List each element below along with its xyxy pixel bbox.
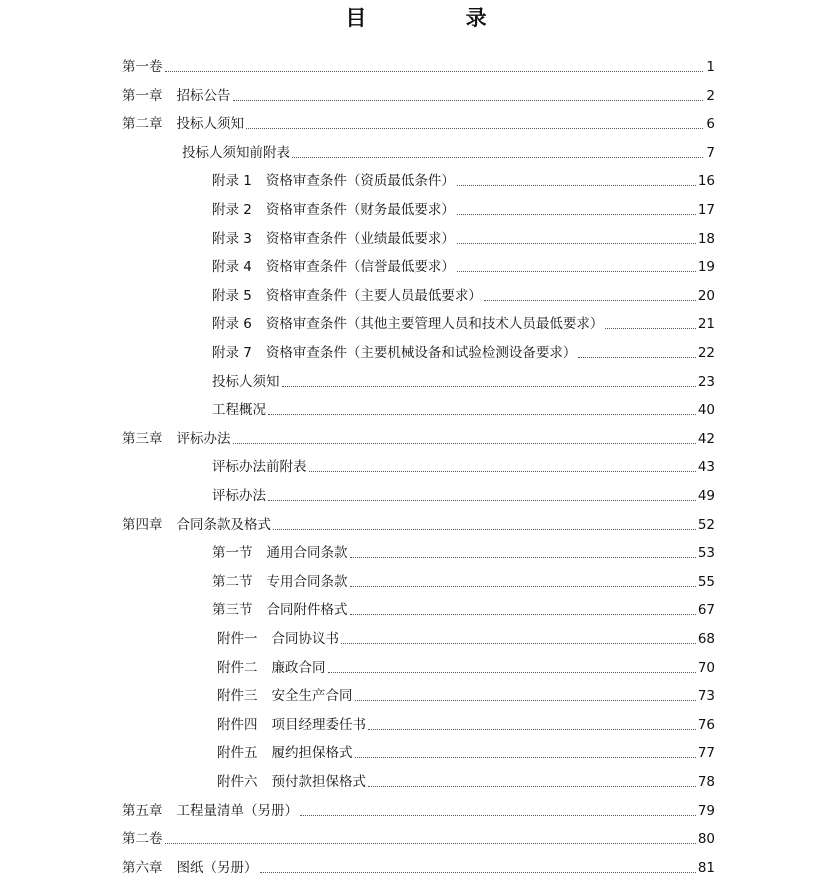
- toc-entry-number: 第四章: [122, 517, 163, 533]
- toc-entry[interactable]: [217, 744, 715, 762]
- toc-entry[interactable]: [217, 716, 715, 734]
- toc-entry-page: 70: [697, 660, 715, 676]
- dot-leader: [268, 500, 696, 501]
- toc-entry-title: 工程概况: [212, 402, 266, 418]
- toc-entry-title: 资格审查条件（主要人员最低要求）: [265, 288, 482, 304]
- toc-entry[interactable]: [212, 401, 715, 419]
- toc-entry-page: 20: [697, 288, 715, 304]
- toc-entry-page: 77: [697, 745, 715, 761]
- dot-leader: [368, 729, 696, 730]
- dot-leader: [233, 100, 704, 101]
- toc-entry-number: 附件四: [217, 717, 258, 733]
- toc-entry-title: 投标人须知: [212, 374, 280, 390]
- toc-entry-title: 评标办法: [212, 488, 266, 504]
- dot-leader: [355, 757, 696, 758]
- dot-leader: [457, 271, 696, 272]
- dot-leader: [605, 328, 695, 329]
- dot-leader: [292, 157, 703, 158]
- dot-leader: [457, 185, 696, 186]
- toc-entry-number: 附件二: [217, 660, 258, 676]
- toc-entry-page: 55: [697, 574, 715, 590]
- toc-entry-page: 1: [706, 59, 715, 75]
- toc-entry-title: 预付款担保格式: [271, 774, 366, 790]
- toc-entry[interactable]: [122, 430, 715, 448]
- toc-entry-title: 评标办法前附表: [212, 459, 307, 475]
- toc-entry-number: 附录 4: [212, 259, 252, 275]
- toc-entry-page: 22: [697, 345, 715, 361]
- toc-entry-number: 第六章: [122, 860, 163, 876]
- toc-entry[interactable]: [212, 344, 715, 362]
- toc-entry-title: 安全生产合同: [271, 688, 353, 704]
- toc-entry[interactable]: [217, 773, 715, 791]
- toc-entry[interactable]: [212, 287, 715, 305]
- dot-leader: [328, 672, 696, 673]
- toc-entry[interactable]: [212, 573, 715, 591]
- dot-leader: [457, 243, 696, 244]
- toc-entry-number: 附件三: [217, 688, 258, 704]
- dot-leader: [260, 872, 696, 873]
- toc-entry-page: 78: [697, 774, 715, 790]
- toc-entry[interactable]: [122, 87, 715, 105]
- toc-entry-title: 履约担保格式: [271, 745, 353, 761]
- dot-leader: [268, 414, 696, 415]
- dot-leader: [309, 471, 696, 472]
- toc-entry-number: 附录 6: [212, 316, 252, 332]
- toc-entry-number: 第二章: [122, 116, 163, 132]
- toc-entry-number: 第三章: [122, 431, 163, 447]
- dot-leader: [350, 614, 696, 615]
- toc-entry-number: 附录 1: [212, 173, 252, 189]
- toc-entry[interactable]: [212, 601, 715, 619]
- toc-entry-title: 专用合同条款: [266, 574, 348, 590]
- dot-leader: [246, 128, 703, 129]
- toc-entry[interactable]: [182, 144, 715, 162]
- toc-entry-page: 23: [697, 374, 715, 390]
- dot-leader: [368, 786, 696, 787]
- toc-entry-title: 通用合同条款: [266, 545, 348, 561]
- toc-entry-page: 2: [706, 88, 715, 104]
- toc-entry-number: 第一卷: [122, 59, 163, 75]
- dot-leader: [165, 843, 696, 844]
- toc-entry-title: 资格审查条件（业绩最低要求）: [265, 231, 455, 247]
- toc-entry-title: 投标人须知: [176, 116, 244, 132]
- toc-entry[interactable]: [217, 659, 715, 677]
- toc-entry-title: 资格审查条件（主要机械设备和试验检测设备要求）: [265, 345, 577, 361]
- dot-leader: [350, 557, 696, 558]
- toc-entry-number: 第五章: [122, 803, 163, 819]
- dot-leader: [457, 214, 696, 215]
- toc-entry-page: 18: [697, 231, 715, 247]
- toc-entry[interactable]: [212, 201, 715, 219]
- toc-entry-title: 项目经理委任书: [271, 717, 366, 733]
- toc-entry-page: 81: [697, 860, 715, 876]
- toc-entry[interactable]: [212, 544, 715, 562]
- toc-entry[interactable]: [212, 172, 715, 190]
- toc-entry-title: 合同条款及格式: [176, 517, 271, 533]
- toc-entry-number: 附录 7: [212, 345, 252, 361]
- toc-entry-page: 67: [697, 602, 715, 618]
- toc-entry[interactable]: [212, 230, 715, 248]
- toc-entry-number: 第一节: [212, 545, 253, 561]
- toc-entry[interactable]: [217, 687, 715, 705]
- toc-entry[interactable]: [122, 830, 715, 848]
- toc-entry-number: 第三节: [212, 602, 253, 618]
- toc-entry[interactable]: [122, 58, 715, 76]
- toc-entry[interactable]: [212, 487, 715, 505]
- toc-entry-title: 资格审查条件（信誉最低要求）: [265, 259, 455, 275]
- toc-entry-page: 6: [706, 116, 715, 132]
- dot-leader: [578, 357, 695, 358]
- toc-entry[interactable]: [217, 630, 715, 648]
- toc-entry-number: 附件一: [217, 631, 258, 647]
- toc-entry-number: 附录 2: [212, 202, 252, 218]
- toc-entry-page: 53: [697, 545, 715, 561]
- toc-entry-page: 21: [697, 316, 715, 332]
- dot-leader: [273, 529, 696, 530]
- toc-entry-page: 40: [697, 402, 715, 418]
- toc-entry-page: 73: [697, 688, 715, 704]
- toc-entry-page: 16: [697, 173, 715, 189]
- toc-entry[interactable]: [212, 373, 715, 391]
- toc-entry-title: 合同协议书: [271, 631, 339, 647]
- toc-entry-title: 合同附件格式: [266, 602, 348, 618]
- toc-entry-title: 投标人须知前附表: [182, 145, 290, 161]
- toc-entry-page: 76: [697, 717, 715, 733]
- toc-entry-page: 43: [697, 459, 715, 475]
- toc-entry-page: 52: [697, 517, 715, 533]
- toc-entry-title: 资格审查条件（其他主要管理人员和技术人员最低要求）: [265, 316, 604, 332]
- toc-entry-number: 第一章: [122, 88, 163, 104]
- toc-entry-number: 附件五: [217, 745, 258, 761]
- toc-entry-page: 49: [697, 488, 715, 504]
- toc-entry-title: 评标办法: [176, 431, 231, 447]
- toc-entry-title: 资格审查条件（资质最低条件）: [265, 173, 455, 189]
- toc-entry-page: 7: [706, 145, 715, 161]
- toc-entry-title: 图纸（另册）: [176, 860, 258, 876]
- toc-entry-title: 资格审查条件（财务最低要求）: [265, 202, 455, 218]
- toc-entry-number: 附录 5: [212, 288, 252, 304]
- toc-entry[interactable]: [122, 516, 715, 534]
- dot-leader: [282, 386, 696, 387]
- toc-entry-page: 19: [697, 259, 715, 275]
- toc-entry-number: 第二卷: [122, 831, 163, 847]
- toc-entry-number: 附录 3: [212, 231, 252, 247]
- toc-entry[interactable]: [122, 802, 715, 820]
- dot-leader: [300, 815, 696, 816]
- dot-leader: [341, 643, 696, 644]
- dot-leader: [355, 700, 696, 701]
- toc-entry[interactable]: [122, 115, 715, 133]
- page-title: 目 录: [345, 6, 533, 30]
- toc-entry-page: 17: [697, 202, 715, 218]
- toc-entry-page: 68: [697, 631, 715, 647]
- toc-entry-title: 工程量清单（另册）: [176, 803, 298, 819]
- dot-leader: [484, 300, 696, 301]
- toc-entry-page: 80: [697, 831, 715, 847]
- toc-entry-title: 招标公告: [176, 88, 231, 104]
- toc-entry-title: 廉政合同: [271, 660, 326, 676]
- toc-entry-number: 第二节: [212, 574, 253, 590]
- dot-leader: [350, 586, 696, 587]
- dot-leader: [165, 71, 704, 72]
- toc-entry[interactable]: [212, 258, 715, 276]
- toc-entry[interactable]: [122, 859, 715, 877]
- toc-entry-number: 附件六: [217, 774, 258, 790]
- dot-leader: [233, 443, 696, 444]
- toc-entry[interactable]: [212, 458, 715, 476]
- toc-entry-page: 79: [697, 803, 715, 819]
- toc-entry-page: 42: [697, 431, 715, 447]
- toc-entry[interactable]: [212, 315, 715, 333]
